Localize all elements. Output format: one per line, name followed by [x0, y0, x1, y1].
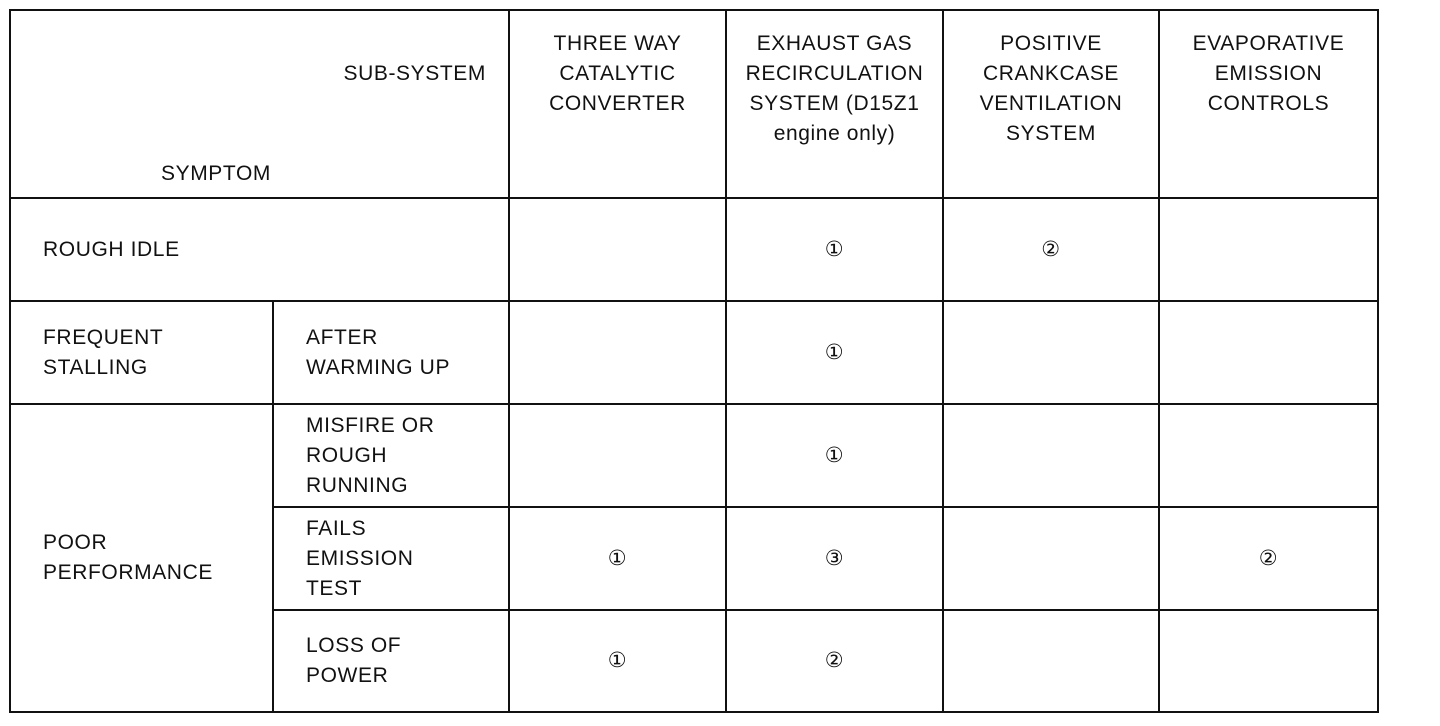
- mark-cell: [943, 610, 1159, 712]
- mark-cell: [509, 198, 726, 301]
- column-header-text: EXHAUST GAS RECIRCULATION SYSTEM (D15Z1 engine only): [745, 32, 924, 145]
- mark-cell: ①: [509, 610, 726, 712]
- symptom-cell: [10, 404, 273, 712]
- condition-text: FAILS EMISSION TEST: [306, 516, 414, 600]
- mark-cell: [1159, 404, 1378, 507]
- mark-cell: ①: [726, 198, 943, 301]
- mark-cell: ①: [726, 301, 943, 404]
- symptom-label: SYMPTOM: [161, 162, 271, 185]
- condition-text: AFTER WARMING UP: [306, 325, 451, 379]
- mark-cell: [509, 404, 726, 507]
- troubleshooting-table: [9, 9, 1379, 713]
- mark-cell: ②: [726, 610, 943, 712]
- header-row: [10, 10, 1378, 198]
- mark-cell: [1159, 610, 1378, 712]
- table-row: [10, 404, 1378, 507]
- symptom-text: ROUGH IDLE: [43, 237, 180, 261]
- column-header-text: POSITIVE CRANKCASE VENTILATION SYSTEM: [979, 32, 1123, 145]
- sub-system-label: SUB-SYSTEM: [343, 62, 486, 85]
- condition-text: MISFIRE OR ROUGH RUNNING: [306, 413, 435, 497]
- condition-cell: [273, 301, 509, 404]
- column-header-text: THREE WAY CATALYTIC CONVERTER: [549, 32, 686, 115]
- mark-cell: [943, 301, 1159, 404]
- corner-header-cell: [10, 10, 509, 198]
- column-header-catalytic-converter: [509, 10, 726, 198]
- condition-cell: [273, 610, 509, 712]
- mark-cell: [1159, 198, 1378, 301]
- mark-cell: ②: [1159, 507, 1378, 610]
- symptom-cell: [10, 301, 273, 404]
- mark-cell: [943, 507, 1159, 610]
- symptom-text: FREQUENT STALLING: [43, 325, 164, 379]
- column-header-evap-controls: [1159, 10, 1378, 198]
- condition-cell: [273, 404, 509, 507]
- condition-cell: [273, 507, 509, 610]
- mark-cell: [1159, 301, 1378, 404]
- mark-cell: ②: [943, 198, 1159, 301]
- symptom-cell: [10, 198, 509, 301]
- mark-cell: ③: [726, 507, 943, 610]
- table-row: [10, 301, 1378, 404]
- symptom-text: POOR PERFORMANCE: [43, 531, 213, 584]
- mark-cell: ①: [509, 507, 726, 610]
- table-row: [10, 198, 1378, 301]
- column-header-egr-system: [726, 10, 943, 198]
- condition-text: LOSS OF POWER: [306, 634, 402, 687]
- column-header-pcv-system: [943, 10, 1159, 198]
- mark-cell: ①: [726, 404, 943, 507]
- mark-cell: [509, 301, 726, 404]
- mark-cell: [943, 404, 1159, 507]
- column-header-text: EVAPORATIVE EMISSION CONTROLS: [1192, 32, 1345, 115]
